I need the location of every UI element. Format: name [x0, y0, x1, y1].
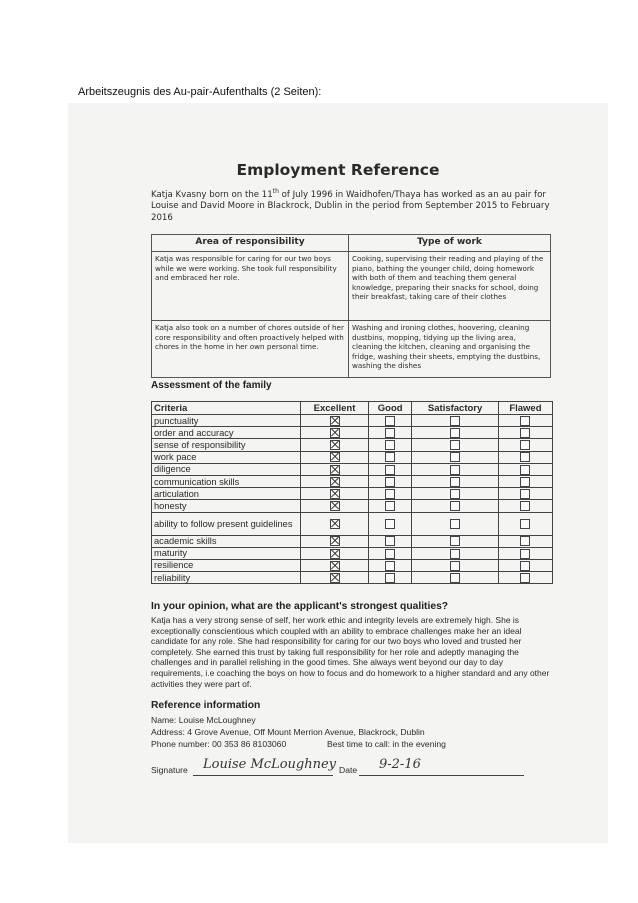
rating-cell [301, 512, 369, 535]
criteria-label: ability to follow present guidelines [152, 512, 301, 535]
assessment-table [151, 401, 553, 584]
rating-cell [369, 572, 412, 584]
assessment-row [152, 475, 553, 487]
checked-box-icon [330, 477, 340, 487]
responsibility-header-area: Area of responsibility [152, 235, 349, 252]
empty-checkbox-icon [520, 536, 530, 546]
signature-row [151, 759, 571, 779]
empty-checkbox-icon [450, 501, 460, 511]
checked-box-icon [330, 440, 340, 450]
assessment-row [152, 535, 553, 547]
date-label: Date [339, 765, 358, 775]
rating-cell [412, 512, 498, 535]
empty-checkbox-icon [520, 416, 530, 426]
assessment-header-criteria: Criteria [152, 402, 301, 415]
responsibility-row [152, 252, 551, 321]
rating-cell [369, 512, 412, 535]
rating-cell [498, 572, 552, 584]
criteria-label: work pace [152, 451, 301, 463]
assessment-row [152, 427, 553, 439]
rating-cell [301, 572, 369, 584]
empty-checkbox-icon [450, 489, 460, 499]
assessment-row [152, 572, 553, 584]
checked-box-icon [330, 519, 340, 529]
rating-cell [498, 500, 552, 512]
assessment-header-excellent: Excellent [301, 402, 369, 415]
empty-checkbox-icon [520, 477, 530, 487]
checked-box-icon [330, 428, 340, 438]
document-title: Employment Reference [236, 161, 440, 179]
rating-cell [412, 535, 498, 547]
empty-checkbox-icon [520, 549, 530, 559]
rating-cell [301, 475, 369, 487]
assessment-header-satisfactory: Satisfactory [412, 402, 498, 415]
rating-cell [498, 559, 552, 571]
rating-cell [412, 475, 498, 487]
empty-checkbox-icon [520, 501, 530, 511]
assessment-row [152, 547, 553, 559]
reference-best-time: Best time to call: in the evening [327, 739, 446, 749]
responsibility-area-cell: Katja also took on a number of chores outside of her core responsibility and often proactively helped with chores in the home in her own personal time. [152, 321, 349, 378]
signature-line [193, 775, 333, 776]
rating-cell [369, 475, 412, 487]
criteria-label: communication skills [152, 475, 301, 487]
empty-checkbox-icon [385, 501, 395, 511]
assessment-row [152, 463, 553, 475]
rating-cell [498, 475, 552, 487]
assessment-rows [152, 415, 553, 584]
rating-cell [301, 463, 369, 475]
rating-cell [412, 500, 498, 512]
empty-checkbox-icon [450, 428, 460, 438]
checked-box-icon [330, 561, 340, 571]
scanned-reference-page [68, 103, 608, 843]
intro-superscript: th [272, 188, 279, 195]
rating-cell [301, 488, 369, 500]
rating-cell [369, 463, 412, 475]
responsibility-area-cell: Katja was responsible for caring for our two boys while we were working. She took full responsibility and embraced her role. [152, 252, 349, 321]
reference-address: Address: 4 Grove Avenue, Off Mount Merrion Avenue, Blackrock, Dublin [151, 727, 425, 737]
empty-checkbox-icon [520, 440, 530, 450]
empty-checkbox-icon [520, 573, 530, 583]
rating-cell [498, 415, 552, 427]
rating-cell [369, 451, 412, 463]
intro-paragraph [151, 186, 561, 224]
criteria-label: diligence [152, 463, 301, 475]
criteria-label: punctuality [152, 415, 301, 427]
criteria-label: maturity [152, 547, 301, 559]
empty-checkbox-icon [385, 465, 395, 475]
empty-checkbox-icon [450, 549, 460, 559]
empty-checkbox-icon [385, 440, 395, 450]
rating-cell [369, 535, 412, 547]
checked-box-icon [330, 465, 340, 475]
reference-title: Reference information [151, 700, 261, 711]
intro-text-end: of July 1996 in Waidhofen/Thaya has worked as an au pair for Louise and David Moore in Blackrock, Dublin in the period from September 2015 to February 2016 [151, 189, 550, 223]
checked-box-icon [330, 549, 340, 559]
criteria-label: articulation [152, 488, 301, 500]
assessment-row [152, 439, 553, 451]
empty-checkbox-icon [450, 573, 460, 583]
rating-cell [498, 535, 552, 547]
rating-cell [412, 572, 498, 584]
empty-checkbox-icon [450, 465, 460, 475]
rating-cell [301, 500, 369, 512]
checked-box-icon [330, 452, 340, 462]
rating-cell [498, 439, 552, 451]
empty-checkbox-icon [385, 452, 395, 462]
empty-checkbox-icon [450, 477, 460, 487]
assessment-row [152, 559, 553, 571]
checked-box-icon [330, 416, 340, 426]
empty-checkbox-icon [450, 519, 460, 529]
checked-box-icon [330, 501, 340, 511]
rating-cell [412, 451, 498, 463]
checked-box-icon [330, 489, 340, 499]
rating-cell [301, 547, 369, 559]
rating-cell [369, 488, 412, 500]
responsibility-work-cell: Washing and ironing clothes, hoovering, cleaning dustbins, mopping, tidying up the living area, cleaning the kitchen, cleaning and organising the fridge, washing their sheets, emptying the dustbins, washing the dishes [349, 321, 551, 378]
empty-checkbox-icon [385, 519, 395, 529]
empty-checkbox-icon [520, 452, 530, 462]
criteria-label: sense of responsibility [152, 439, 301, 451]
rating-cell [412, 427, 498, 439]
assessment-row [152, 488, 553, 500]
empty-checkbox-icon [385, 477, 395, 487]
intro-text-start: Katja Kvasny born on the 11 [151, 189, 273, 200]
rating-cell [369, 559, 412, 571]
criteria-label: reliability [152, 572, 301, 584]
date-line [359, 775, 524, 776]
empty-checkbox-icon [385, 536, 395, 546]
qualities-title: In your opinion, what are the applicant's strongest qualities? [151, 601, 449, 612]
empty-checkbox-icon [450, 561, 460, 571]
criteria-label: order and accuracy [152, 427, 301, 439]
assessment-row [152, 512, 553, 535]
page-caption: Arbeitszeugnis des Au-pair-Aufenthalts (2 Seiten): [78, 86, 322, 98]
assessment-title: Assessment of the family [151, 380, 272, 391]
rating-cell [301, 439, 369, 451]
rating-cell [369, 427, 412, 439]
empty-checkbox-icon [450, 440, 460, 450]
empty-checkbox-icon [520, 489, 530, 499]
rating-cell [498, 488, 552, 500]
assessment-row [152, 500, 553, 512]
criteria-label: honesty [152, 500, 301, 512]
rating-cell [498, 512, 552, 535]
empty-checkbox-icon [385, 489, 395, 499]
rating-cell [498, 427, 552, 439]
responsibility-header-work: Type of work [349, 235, 551, 252]
rating-cell [301, 415, 369, 427]
empty-checkbox-icon [385, 416, 395, 426]
checked-box-icon [330, 573, 340, 583]
rating-cell [369, 547, 412, 559]
rating-cell [498, 451, 552, 463]
empty-checkbox-icon [385, 561, 395, 571]
rating-cell [498, 547, 552, 559]
rating-cell [369, 415, 412, 427]
rating-cell [412, 463, 498, 475]
rating-cell [369, 500, 412, 512]
empty-checkbox-icon [520, 519, 530, 529]
empty-checkbox-icon [450, 536, 460, 546]
empty-checkbox-icon [520, 465, 530, 475]
rating-cell [412, 559, 498, 571]
empty-checkbox-icon [520, 561, 530, 571]
checked-box-icon [330, 536, 340, 546]
empty-checkbox-icon [385, 549, 395, 559]
reference-name: Name: Louise McLoughney [151, 715, 256, 725]
empty-checkbox-icon [520, 428, 530, 438]
signature-label: Signature [151, 765, 188, 775]
rating-cell [412, 415, 498, 427]
rating-cell [498, 463, 552, 475]
empty-checkbox-icon [450, 452, 460, 462]
rating-cell [412, 488, 498, 500]
assessment-header-good: Good [369, 402, 412, 415]
responsibility-row [152, 321, 551, 378]
assessment-row [152, 451, 553, 463]
rating-cell [301, 451, 369, 463]
empty-checkbox-icon [450, 416, 460, 426]
reference-phone: Phone number: 00 353 86 8103060 [151, 739, 287, 749]
empty-checkbox-icon [385, 573, 395, 583]
rating-cell [301, 427, 369, 439]
rating-cell [369, 439, 412, 451]
rating-cell [412, 547, 498, 559]
handwritten-date: 9-2-16 [379, 757, 421, 772]
assessment-header-flawed: Flawed [498, 402, 552, 415]
rating-cell [412, 439, 498, 451]
rating-cell [301, 559, 369, 571]
responsibility-work-cell: Cooking, supervising their reading and playing of the piano, bathing the younger child, doing homework with both of them and teaching them general knowledge, preparing their snacks for school, doing their breakfast, taking care of their clothes [349, 252, 551, 321]
responsibility-table [151, 234, 551, 378]
qualities-text: Katja has a very strong sense of self, her work ethic and integrity levels are extremely high. She is exceptionally conscientious which coupled with an ability to embrace challenges make her an ideal candidate for any role. She had responsibility for caring for our two boys who loved and trusted her completely. She earned this trust by taking full responsibility for her role and adeptly managing the challenges and in parallel relishing in the good times. She always went beyond our day to day requirements, i.e coaching the boys on how to focus and do homework to a higher standard and any other activities they were part of. [151, 615, 550, 689]
empty-checkbox-icon [385, 428, 395, 438]
criteria-label: resilience [152, 559, 301, 571]
rating-cell [301, 535, 369, 547]
criteria-label: academic skills [152, 535, 301, 547]
handwritten-signature: Louise McLoughney [203, 757, 337, 772]
assessment-row [152, 415, 553, 427]
